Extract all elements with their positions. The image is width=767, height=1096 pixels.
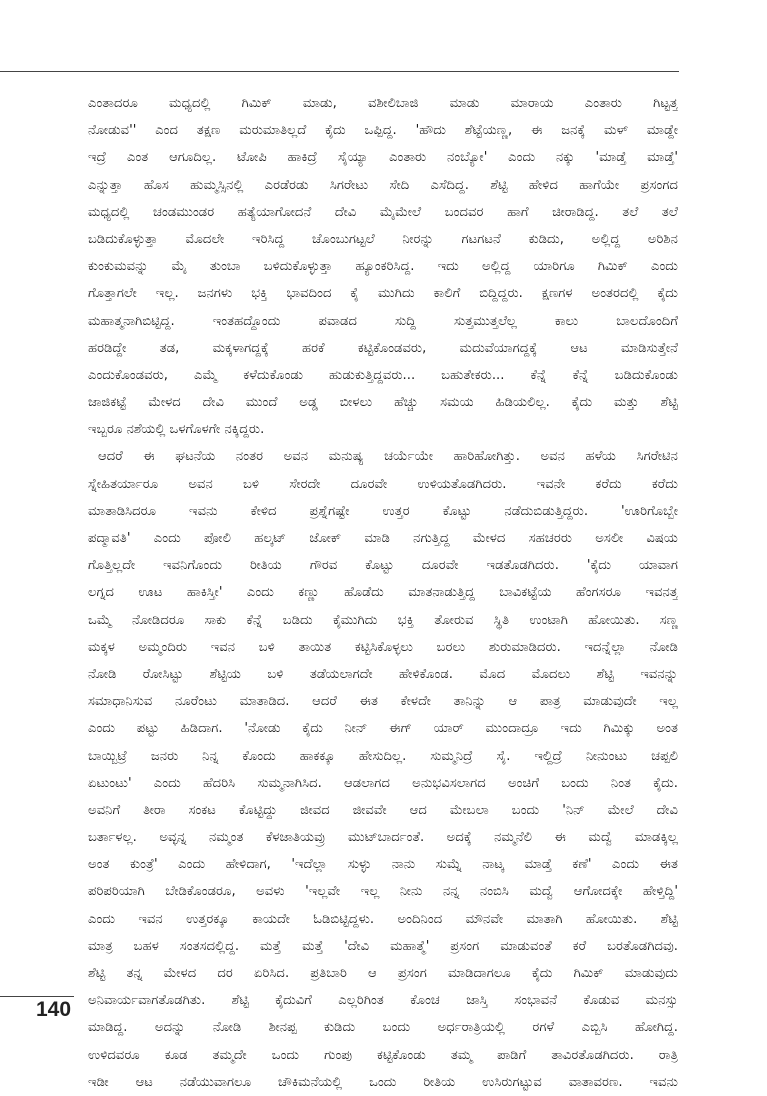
text-line: ಮಕ್ಕಳ ಅಮ್ಮಂದಿರು ಇವನ ಬಳಿ ತಾಯಿತ ಕಟ್ಟಿಸಿಕೊಳ್ಳಲು ಬರಲು ಶುರುಮಾಡಿದರು. ಇದನ್ನೆಲ್ಲಾ ನೋಡಿ (88, 639, 678, 655)
top-rule (0, 71, 679, 72)
text-line: ಮಾತಾಡಿಸಿದರೂ ಇವನು ಕೇಳಿದ ಪ್ರಶ್ನೆಗಷ್ಟೇ ಉತ್ತರ ಕೊಟ್ಟು ನಡೆದುಬಿಡುತ್ತಿದ್ದರು. 'ಊರಿಗೊಬ್ಬೇ (88, 503, 678, 519)
text-line: ಪದ್ಮಾವತಿ' ಎಂದು ಪೋಲಿ ಹಲ್ಕಟ್ ಜೋಕ್ ಮಾಡಿ ನಗುತ್ತಿದ್ದ ಮೇಳದ ಸಹಚರರು ಅಸಲೀ ವಿಷಯ (88, 531, 678, 546)
text-line: ಗೊತ್ತಿಲ್ಲದೇ ಇವನಿಗೊಂದು ರೀತಿಯ ಗೌರವ ಕೊಟ್ಟು ದೂರವೇ ಇಡತೊಡಗಿದರು. 'ಕೈದು ಯಾವಾಗ (88, 558, 678, 574)
text-line: ಏಟುಂಟು' ಎಂದು ಹೆದರಿಸಿ ಸುಮ್ಮನಾಗಿಸಿದ. ಆಡಲಾಗದ ಅನುಭವಿಸಲಾಗದ ಅಂಚಿಗೆ ಬಂದು ನಿಂತ ಕೈದು. (88, 775, 678, 791)
text-line: ಎಂತಾದರೂ ಮಧ್ಯದಲ್ಲಿ ಗಿಮಿಕ್ ಮಾಡು, ವಶೀಲಿಬಾಜಿ ಮಾಡು ಮಾರಾಯ ಎಂತಾರು ಗಿಟ್ಟತ್ತ (88, 96, 678, 111)
text-line: ಆದರೆ ಈ ಘಟನೆಯ ನಂತರ ಅವನ ಮನುಷ್ಯ ಚರ್ಯೆಯೇ ಹಾರಿಹೋಗಿತ್ತು. ಅವನ ಹಳೆಯ ಸಿಗರೇಟಿನ (98, 449, 678, 465)
text-line: ಸ್ನೇಹಿತರ್ಯಾರೂ ಅವನ ಬಳಿ ಸೇರದೇ ದೂರವೇ ಉಳಿಯತೊಡಗಿದರು. ಇವನೇ ಕರೆದು ಕರೆದು (88, 476, 678, 492)
text-line: ಬಾಯ್ಬಿಟ್ರೆ ಜನರು ನಿನ್ನ ಕೊಂದು ಹಾಕಕ್ಕೂ ಹೇಸುದಿಲ್ಲ. ಸುಮ್ಮನಿದ್ರೆ ಸೈ. ಇಲ್ದಿದ್ರೆ ನೀನುಂಟು ಚಪ್ಪಲಿ (88, 748, 678, 764)
text-line: ಅವನಿಗೆ ತೀರಾ ಸಂಕಟ ಕೊಟ್ಟಿದ್ದು ಜೀವದ ಜೀವವೇ ಆದ ಮೇಬಲಾ ಬಂದು 'ನಿನ್ ಮೇಲೆ ದೇವಿ (88, 802, 678, 818)
text-line: ನೋಡಿ ರೋಸಿಟ್ಟು ಶೆಟ್ಟಿಯ ಬಳಿ ತಡೆಯಲಾಗದೇ ಹೇಳಿಕೊಂಡ. ಮೊದ ಮೊದಲು ಶೆಟ್ಟಿ ಇವನನ್ನು (88, 666, 678, 682)
text-line: ಒಮ್ಮೆ ನೋಡಿದರೂ ಸಾಕು ಕೆನ್ನೆ ಬಡಿದು ಕೈಮುಗಿದು ಭಕ್ತಿ ತೋರುವ ಸ್ಥಿತಿ ಉಂಟಾಗಿ ಹೋಯಿತು. ಸಣ್ಣ (88, 612, 678, 628)
text-line: ಅನಿವಾರ್ಯವಾಗತೊಡಗಿತು. ಶೆಟ್ಟಿ ಕೈದುವಿಗೆ ಎಲ್ಲರಿಗಿಂತ ಕೊಂಚ ಜಾಸ್ತಿ ಸಂಭಾವನೆ ಕೊಡುವ ಮನಸ್ಸು (88, 993, 678, 1009)
text-line: ಮಹಾತ್ಮನಾಗಿಬಿಟ್ಟಿದ್ದ. ಇಂತಹದ್ದೊಂದು ಪವಾಡದ ಸುದ್ದಿ ಸುತ್ತಮುತ್ತಲೆಲ್ಲ ಕಾಲು ಬಾಲದೊಂದಿಗೆ (88, 313, 678, 329)
text-line: ಕುಂಕುಮವನ್ನು ಮೈ ತುಂಬಾ ಬಳಿದುಕೊಳ್ಳುತ್ತಾ ಹ್ಯೂಂಕರಿಸಿದ್ದ. ಇದು ಅಲ್ಲಿದ್ದ ಯಾರಿಗೂ ಗಿಮಿಕ್ ಎಂದು (88, 259, 678, 275)
text-line: ಇಡೀ ಆಟ ನಡೆಯುವಾಗಲೂ ಚೌಕಿಮನೆಯಲ್ಲಿ ಒಂದು ರೀತಿಯ ಉಸಿರುಗಟ್ಟುವ ವಾತಾವರಣ. ಇವನು (88, 1074, 678, 1090)
text-line: ಎಂದುಕೊಂಡವರು, ಎಮ್ಮೆ ಕಳೆದುಕೊಂಡು ಹುಡುಕುತ್ತಿದ್ದವರು... ಬಹುತೇಕರು... ಕೆನ್ನೆ ಕೆನ್ನೆ ಬಡಿದುಕೊಂಡು (88, 367, 678, 383)
text-line: ಮಾತ್ರ ಬಹಳ ಸಂತಸದಲ್ಲಿದ್ದ. ಮತ್ತೆ ಮತ್ತೆ 'ದೇವಿ ಮಹಾತ್ಮೆ' ಪ್ರಸಂಗ ಮಾಡುವಂತೆ ಕರೆ ಬರತೊಡಗಿದವು. (88, 938, 678, 954)
text-line: ಮಾಡಿದ್ದ. ಅದನ್ನು ನೋಡಿ ಶೀನಪ್ಪ ಕುಡಿದು ಬಂದು ಅರ್ಧರಾತ್ರಿಯಲ್ಲಿ ರಗಳೆ ಎಬ್ಬಿಸಿ ಹೋಗಿದ್ದ. (88, 1020, 678, 1036)
text-line: ಗೊತ್ತಾಗಲೇ ಇಲ್ಲ. ಜನಗಳು ಭಕ್ತಿ ಭಾವದಿಂದ ಕೈ ಮುಗಿದು ಕಾಲಿಗೆ ಬಿದ್ದಿದ್ದರು. ಕ್ಷಣಗಳ ಅಂತರದಲ್ಲಿ ಕೈದು (88, 286, 678, 302)
page-number: 140 (36, 998, 72, 1021)
text-line: ಉಳಿದವರೂ ಕೂಡ ತಮ್ಮದೇ ಒಂದು ಗುಂಪು ಕಟ್ಟಿಕೊಂಡು ತಮ್ಮ ಪಾಡಿಗೆ ತಾವಿರತೊಡಗಿದರು. ರಾತ್ರಿ (88, 1047, 678, 1063)
text-line: ಪರಿಪರಿಯಾಗಿ ಬೇಡಿಕೊಂಡರೂ, ಅವಳು 'ಇಲ್ಲವೇ ಇಲ್ಲ ನೀನು ನನ್ನ ನಂಬಿಸಿ ಮದ್ವೆ ಆಗೋದಕ್ಕೇ ಹೇಳ್ತಿದ್ದಿ' (88, 884, 678, 900)
text-line: ಎಂದು ಪಟ್ಟು ಹಿಡಿದಾಗ. 'ನೋಡು ಕೈದು ನೀನ್ ಈಗ್ ಯಾರ್ ಮುಂದಾದ್ರೂ ಇದು ಗಿಮಿಕ್ಕು ಅಂತ (88, 721, 678, 737)
text-line: ಮಧ್ಯದಲ್ಲಿ ಚಂಡಮುಂಡರ ಹತ್ಯೆಯಾಗೋದನೆ ದೇವಿ ಮೈಮೇಲೆ ಬಂದವರ ಹಾಗೆ ಚೀರಾಡಿದ್ದ. ತಲೆ ತಲೆ (88, 204, 678, 220)
page-number-rule (0, 996, 74, 997)
text-line: ಸಮಾಧಾನಿಸುವ ನೂರೆಂಟು ಮಾತಾಡಿದ. ಆದರೆ ಈತ ಕೇಳದೇ ತಾನಿನ್ನು ಆ ಪಾತ್ರ ಮಾಡುವುದೇ ಇಲ್ಲ (88, 694, 678, 710)
text-line: ಇಬ್ಬರೂ ನಶೆಯಲ್ಲಿ ಒಳಗೊಳಗೇ ನಕ್ಕಿದ್ದರು. (88, 422, 265, 438)
text-line: ಜಾಜಿಕಟ್ಟೆ ಮೇಳದ ದೇವಿ ಮುಂದೆ ಅಡ್ಡ ಬೀಳಲು ಹೆಚ್ಚು ಸಮಯ ಹಿಡಿಯಲಿಲ್ಲ. ಕೈದು ಮತ್ತು ಶೆಟ್ಟಿ (88, 395, 678, 411)
text-line: ಶೆಟ್ಟಿ ತನ್ನ ಮೇಳದ ದರ ಏರಿಸಿದ. ಪ್ರತಿಬಾರಿ ಆ ಪ್ರಸಂಗ ಮಾಡಿದಾಗಲೂ ಕೈದು ಗಿಮಿಕ್ ಮಾಡುವುದು (88, 966, 678, 981)
text-line: ಇದ್ರೆ ಎಂತ ಆಗೂದಿಲ್ಲ. ಟೋಪಿ ಹಾಕಿದ್ರೆ ಸೈಯ್ಯಾ ಎಂತಾರು ನಂಬ್ಯೋ' ಎಂದು ನಕ್ಕು 'ಮಾಡ್ತೆ ಮಾಡ್ತೆ' (88, 150, 678, 166)
text-line: ಎನ್ನುತ್ತಾ ಹೊಸ ಹುಮ್ಮಸ್ಸಿನಲ್ಲಿ ಎರಡೆರಡು ಸಿಗರೇಟು ಸೇದಿ ಎಸೆದಿದ್ದ. ಶೆಟ್ಟಿ ಹೇಳಿದ ಹಾಗೆಯೇ ಪ್ರಸಂಗದ (88, 177, 678, 193)
body-text (88, 90, 678, 1096)
text-line: ಲಗ್ನದ ಊಟ ಹಾಕಿಸ್ತೀ' ಎಂದು ಕಣ್ಣು ಹೊಡೆದು ಮಾತನಾಡುತ್ತಿದ್ದ ಬಾವಿಕಟ್ಟೆಯ ಹೆಂಗಸರೂ ಇವನತ್ತ (88, 585, 678, 601)
text-line: ಬರ್ತಾಳಲ್ಲ. ಅವ್ಳನ್ನ ನಮ್ಮಂತ ಕೆಳಜಾತಿಯವ್ರು ಮುಟ್‌ಬಾರ್ದಂತೆ. ಅದಕ್ಕೆ ನಮ್ಮನೆಲಿ ಈ ಮದ್ವೆ ಮಾಡಕ್ಕಿಲ್ಲ (88, 830, 678, 846)
text-line: ಹರಡಿದ್ದೇ ತಡ, ಮಕ್ಕಳಾಗದ್ದಕ್ಕೆ ಹರಕೆ ಕಟ್ಟಿಕೊಂಡವರು, ಮದುವೆಯಾಗದ್ದಕ್ಕೆ ಆಟ ಮಾಡಿಸುತ್ತೇನೆ (88, 340, 678, 356)
text-line: ನೋಡುವ'' ಎಂದ ತಕ್ಷಣ ಮರುಮಾತಿಲ್ಲದೆ ಕೈದು ಒಪ್ಪಿದ್ದ. 'ಹೌದು ಶೆಟ್ಟೆಯಣ್ಣ, ಈ ಜನಕ್ಕೆ ಮಳ್ ಮಾಡ್ದೇ (88, 123, 678, 139)
text-line: ಎಂದು ಇವನ ಉತ್ತರಕ್ಕೂ ಕಾಯದೇ ಓಡಿಬಿಟ್ಟಿದ್ದಳು. ಅಂದಿನಿಂದ ಮೌನವೇ ಮಾತಾಗಿ ಹೋಯಿತು. ಶೆಟ್ಟಿ (88, 911, 678, 927)
text-line: ಬಡಿದುಕೊಳ್ಳುತ್ತಾ ಮೊದಲೇ ಇರಿಸಿದ್ದ ಚೊಂಬುಗಟ್ಟಲೆ ನೀರನ್ನು ಗಟಗಟನೆ ಕುಡಿದು, ಅಲ್ಲಿದ್ದ ಅರಿಶಿನ (88, 231, 678, 247)
text-line: ಅಂತ ಕುಂತ್ರೆ' ಎಂದು ಹೇಳಿದಾಗ, 'ಇದೆಲ್ಲಾ ಸುಳ್ಳು ನಾನು ಸುಮ್ನೆ ನಾಟ್ಕ ಮಾಡ್ತೆ ಕಣೆ' ಎಂದು ಈತ (88, 857, 678, 873)
